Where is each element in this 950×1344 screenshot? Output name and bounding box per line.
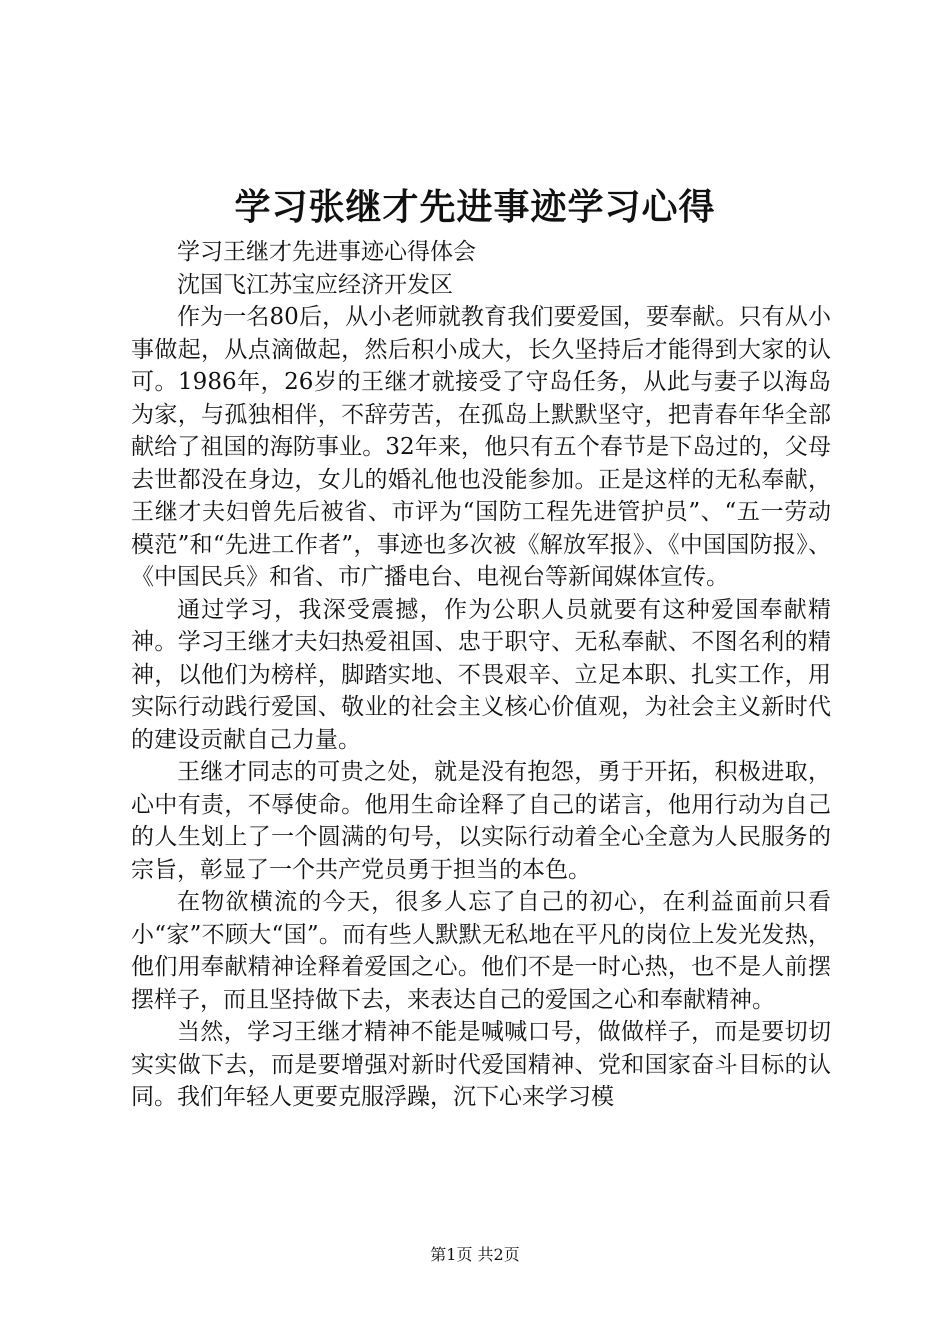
paragraph: 当然，学习王继才精神不能是喊喊口号，做做样子，而是要切切实实做下去，而是要增强对新时代爱国精神、党和国家奋斗目标的认同。我们年轻人更要克服浮躁，沉下心来学习模 — [131, 1019, 831, 1110]
page-number-footer: 第1页 共2页 — [430, 1245, 520, 1264]
paragraph-subtitle: 学习王继才先进事迹心得体会 — [177, 239, 476, 265]
document-body — [131, 236, 831, 1114]
paragraph: 作为一名80后，从小老师就教育我们要爱国，要奉献。只有从小事做起，从点滴做起，然后积小成大，长久坚持后才能得到大家的认可。1986年，26岁的王继才就接受了守岛任务，从此与妻子以海岛为家，与孤独相伴，不辞劳苦，在孤岛上默默坚守，把青春年华全部献给了祖国的海防事业。32年来，他只有五个春节是下岛过的，父母去世都没在身边，女儿的婚礼他也没能参加。正是这样的无私奉献，王继才夫妇曾先后被省、市评为“国防工程先进管护员”、“五一劳动模范”和“先进工作者”，事迹也多次被《解放军报》、《中国国防报》、《中国民兵》和省、市广播电台、电视台等新闻媒体宣传。 — [131, 304, 831, 590]
document-title: 学习张继才先进事迹学习心得 — [234, 186, 716, 228]
paragraph-author: 沈国飞江苏宝应经济开发区 — [177, 271, 453, 298]
paragraph: 通过学习，我深受震撼，作为公职人员就要有这种爱国奉献精神。学习王继才夫妇热爱祖国、忠于职守、无私奉献、不图名利的精神，以他们为榜样，脚踏实地、不畏艰辛、立足本职、扎实工作，用实际行动践行爱国、敬业的社会主义核心价值观，为社会主义新时代的建设贡献自己力量。 — [131, 596, 831, 753]
paragraph: 王继才同志的可贵之处，就是没有抱怨，勇于开拓，积极进取，心中有责，不辱使命。他用生命诠释了自己的诺言，他用行动为自己的人生划上了一个圆满的句号，以实际行动着全心全意为人民服务的宗旨，彰显了一个共产党员勇于担当的本色。 — [131, 759, 831, 883]
paragraph: 在物欲横流的今天，很多人忘了自己的初心，在利益面前只看小“家”不顾大“国”。而有些人默默无私地在平凡的岗位上发光发热，他们用奉献精神诠释着爱国之心。他们不是一时心热，也不是人前摆摆样子，而且坚持做下去，来表达自己的爱国之心和奉献精神。 — [131, 889, 831, 1013]
